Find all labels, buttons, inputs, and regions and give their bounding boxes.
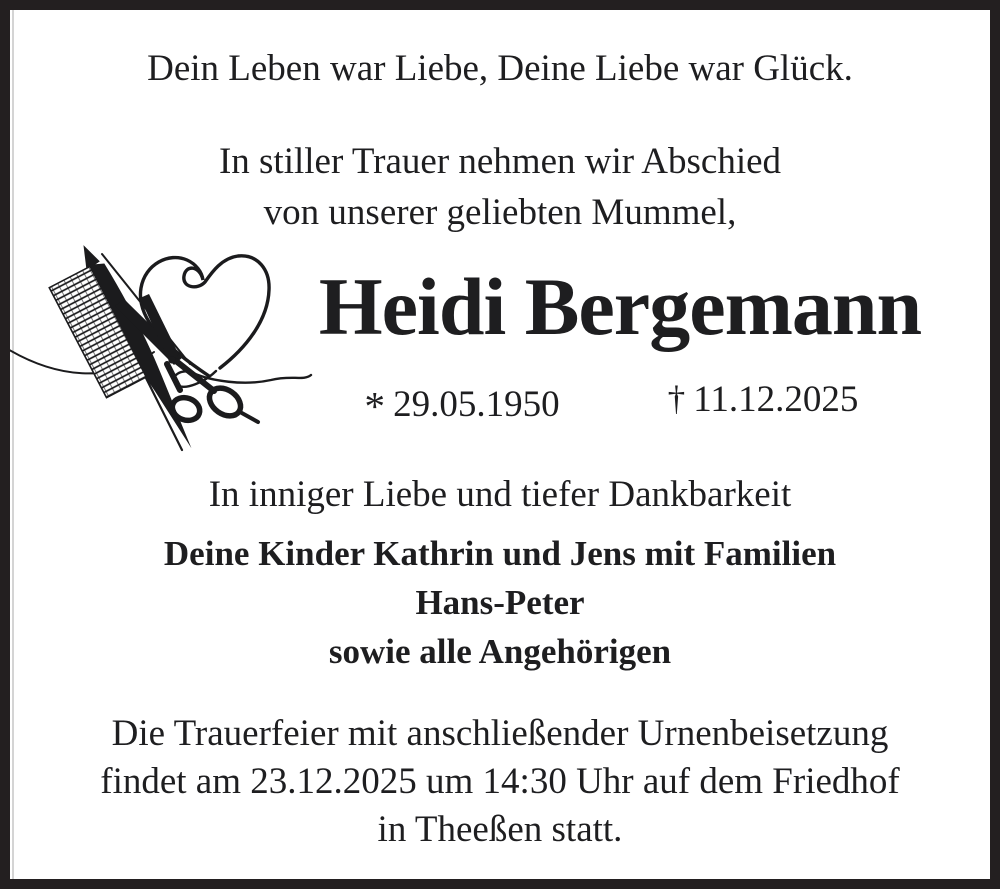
mourners-line-3: sowie alle Angehörigen <box>328 632 672 671</box>
mourners-block <box>10 529 990 676</box>
death-cross-icon: † <box>667 379 686 419</box>
dedication-text: In inniger Liebe und tiefer Dankbarkeit <box>208 474 792 515</box>
funeral-line-3: in Theeßen statt. <box>377 809 623 850</box>
mourners-line-1: Deine Kinder Kathrin und Jens mit Familien <box>163 534 837 573</box>
epigraph-text: Dein Leben war Liebe, Deine Liebe war Glück. <box>147 48 853 89</box>
mourners-line-2: Hans-Peter <box>415 583 585 622</box>
death-date <box>623 378 903 421</box>
funeral-info-block <box>10 710 990 854</box>
intro-line-2: von unserer geliebten Mummel, <box>263 192 737 233</box>
birth-date <box>322 378 602 430</box>
funeral-line-1: Die Trauerfeier mit anschließender Urnenbeisetzung <box>111 713 889 754</box>
intro-text <box>10 136 990 238</box>
birth-star-icon: * <box>364 383 386 430</box>
intro-line-1: In stiller Trauer nehmen wir Abschied <box>218 141 782 182</box>
death-date-value: 11.12.2025 <box>693 379 859 420</box>
birth-date-value: 29.05.1950 <box>393 384 560 425</box>
deceased-name: Heidi Bergemann <box>318 261 922 352</box>
funeral-line-2: findet am 23.12.2025 um 14:30 Uhr auf dem Friedhof <box>100 761 900 802</box>
